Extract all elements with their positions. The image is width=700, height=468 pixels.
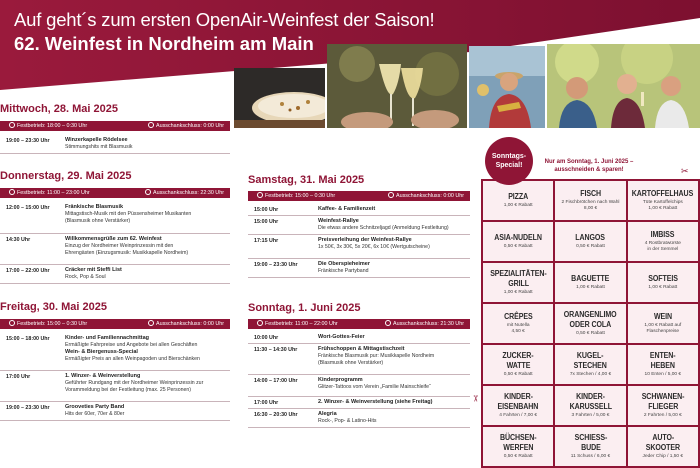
coupon-name: BAGUETTE	[571, 272, 610, 283]
event-title: Frühschoppen & Mittagstischzeit	[318, 346, 405, 352]
clock-icon	[9, 320, 15, 326]
day-friday	[0, 299, 230, 421]
coupon-cell	[483, 386, 553, 425]
opening-hours: Festbetrieb: 18:00 – 0:30 Uhr	[17, 123, 88, 129]
coupon-name: AUTO-	[651, 432, 674, 442]
coupon-offer: 3 Fahrten / 5,00 €	[571, 413, 610, 418]
opening-hours: Festbetrieb: 11:00 – 22:00 Uhr	[265, 321, 338, 327]
coupon-cell	[483, 427, 553, 466]
coupon-offer: 11 Schuss / 6,00 €	[570, 454, 611, 459]
coupon-name: LANGOS	[575, 231, 606, 242]
event-time: 15:00 Uhr	[254, 207, 279, 213]
event-desc: Vorammeldung bei der Festleitung (max. 25 Personen)	[65, 387, 192, 393]
event-desc: 1x 50€, 3x 30€, 5x 20€, 6x 10€ (Wertgutscheine)	[318, 244, 430, 250]
coupon-cell	[628, 263, 698, 302]
event-row	[248, 259, 470, 278]
coupon-name: KUGEL-	[577, 350, 604, 360]
coupon-offer: 4,50 €	[511, 329, 525, 335]
coupon-cell	[555, 181, 625, 220]
last-orders: Ausschankschluss: 0:00 Uhr	[155, 123, 224, 129]
coupon-name: FLIEGER	[647, 400, 678, 411]
coupon-cell	[555, 427, 625, 466]
event-title: Kaffee- & Familienzeit	[318, 206, 376, 212]
coupon-offer: 0,50 € Rabatt	[503, 372, 533, 377]
event-desc: Rock, Pop & Soul	[65, 274, 106, 280]
coupon-name: WERFEN	[503, 441, 534, 452]
event-row	[0, 234, 230, 265]
coupon-name: SCHIESS-	[574, 432, 607, 442]
last-orders: Ausschankschluss: 0:00 Uhr	[395, 193, 464, 199]
clock-icon	[385, 320, 391, 326]
coupon-offer: 10 Enten / 5,00 €	[644, 372, 682, 377]
opening-hours: Festbetrieb: 15:00 – 0:30 Uhr	[265, 193, 336, 199]
coupon-offer: 0,50 € Rabatt	[576, 331, 605, 336]
clock-icon	[257, 320, 263, 326]
last-orders: Ausschankschluss: 0:00 Uhr	[155, 321, 224, 327]
event-time: 15:00 – 18:00 Uhr	[6, 336, 50, 342]
day-sunday	[248, 300, 470, 428]
hours-bar	[0, 121, 230, 131]
event-title: 1. Winzer- & Weinverstellung	[65, 373, 141, 379]
event-row	[0, 402, 230, 421]
coupon-name: STECHEN	[573, 359, 608, 370]
coupon-name: ODER COLA	[569, 318, 612, 329]
event-row	[248, 204, 470, 216]
photo-musician	[469, 46, 545, 128]
event-row	[248, 375, 470, 397]
hours-bar	[0, 188, 230, 198]
coupon-offer: 1,00 € Rabatt	[648, 285, 678, 291]
coupon-name: FISCH	[580, 187, 601, 198]
coupon-name: ENTEN-	[649, 350, 676, 360]
day-saturday	[248, 172, 470, 278]
last-orders: Ausschankschluss: 22:30 Uhr	[152, 190, 224, 196]
event-title: Wort-Gottes-Feier	[318, 334, 365, 340]
coupon-name: WATTE	[506, 359, 531, 370]
coupon-offer: 0,50 € Rabatt	[503, 244, 533, 250]
event-desc: Ehrengästen (Einzugsmusik: Musikkapelle Nordheim)	[65, 250, 189, 256]
coupon-cell	[483, 222, 553, 261]
event-time: 14:00 – 17:00 Uhr	[254, 378, 298, 384]
opening-hours: Festbetrieb: 11:00 – 23:00 Uhr	[17, 190, 90, 196]
event-title: Die Oberspieheimer	[318, 261, 370, 267]
coupon-name: HEBEN	[650, 359, 675, 370]
coupon-name: KARUSSELL	[569, 400, 612, 411]
coupon-cell	[555, 263, 625, 302]
event-row	[248, 397, 470, 409]
hours-bar	[248, 319, 470, 329]
coupon-name: SOFTEIS	[648, 272, 678, 283]
coupon-cell	[628, 427, 698, 466]
clock-icon	[9, 189, 15, 195]
photo-flammkuchen	[234, 68, 325, 128]
event-desc: (Blasmusik ohne Verstärker)	[65, 218, 131, 224]
coupon-cell	[555, 304, 625, 343]
coupon-offer: 1,00 € Rabatt	[503, 203, 533, 209]
coupon-name: GRILL	[507, 277, 529, 288]
day-title: Mittwoch, 28. Mai 2025	[0, 103, 118, 115]
day-title: Samstag, 31. Mai 2025	[248, 174, 365, 186]
coupon-grid	[481, 179, 700, 468]
coupon-name: BÜCHSEN-	[499, 432, 537, 442]
photo-festival-crowd	[547, 44, 700, 128]
event-title-2: Wein- & Biergenuss-Special	[65, 349, 138, 355]
clock-icon	[148, 122, 154, 128]
clock-icon	[257, 192, 263, 198]
event-row	[248, 235, 470, 259]
coupon-name: EISENBAHN	[497, 400, 539, 411]
coupon-name: ASIA-NUDELN	[494, 231, 542, 242]
event-row	[0, 135, 230, 154]
day-title: Donnerstag, 29. Mai 2025	[0, 170, 132, 182]
coupon-name: WEIN	[653, 310, 672, 321]
coupon-name: CRÊPES	[503, 310, 533, 321]
event-desc: Einzug der Nordheimer Weinprinzessin mit den	[65, 243, 174, 249]
event-desc: Ermäßigte Fahrpreise und Angebote bei allen Geschäften	[65, 342, 198, 348]
event-desc: Fränkische Partyband	[318, 268, 369, 274]
coupon-name: SCHWANEN-	[641, 391, 685, 401]
coupon-offer: 4 Rostbratwürste	[644, 241, 681, 247]
coupon-name: PIZZA	[508, 190, 529, 201]
day-title: Sonntag, 1. Juni 2025	[248, 302, 361, 314]
coupon-name: KINDER-	[576, 391, 605, 401]
coupon-cell	[555, 222, 625, 261]
event-title: Willkommensgrüße zum 62. Weinfest	[65, 236, 162, 242]
coupon-offer: mit Nutella	[506, 323, 530, 329]
coupon-offer: 1,00 € Rabatt	[576, 285, 605, 291]
day-wednesday	[0, 101, 230, 154]
event-desc: Stimmungshits mit Blasmusik	[65, 144, 133, 150]
coupon-name: KINDER-	[503, 391, 533, 401]
coupon-cell	[483, 181, 553, 220]
note-line-1: Nur am Sonntag, 1. Juni 2025 –	[544, 159, 634, 165]
event-row	[248, 344, 470, 375]
event-desc: Die etwas andere Schnitzeljagd (Anmeldung Festleitung)	[318, 225, 449, 231]
event-row	[248, 409, 470, 428]
event-title: Kinderprogramm	[318, 377, 363, 383]
event-row	[0, 265, 230, 284]
coupon-offer: 1,00 € Rabatt	[648, 206, 678, 212]
last-orders: Ausschankschluss: 21:30 Uhr	[392, 321, 464, 327]
coupon-name: KARTOFFELHAUS	[632, 187, 694, 198]
coupon-offer: 2 Fahrten / 5,00 €	[643, 413, 682, 418]
badge-line-1: Sonntags-	[491, 153, 527, 160]
event-title: Fränkische Blasmusik	[65, 204, 124, 210]
event-title: Winzerkapelle Rödelsee	[65, 137, 128, 143]
clock-icon	[9, 122, 15, 128]
coupon-offer: 2 Fischbrötchen nach Wahl	[561, 200, 620, 206]
event-desc-2: Ermäßigter Preis an allen Weinpagoden und Bierschänken	[65, 356, 200, 362]
event-time: 19:00 – 23:30 Uhr	[254, 262, 298, 268]
event-row	[248, 332, 470, 344]
coupon-name: ORANGENLIMO	[564, 309, 617, 319]
event-time: 19:00 – 23:30 Uhr	[6, 405, 50, 411]
event-row	[0, 202, 230, 234]
coupon-name: SPEZIALITÄTEN-	[489, 268, 547, 278]
scissors-icon: ✂	[470, 394, 481, 403]
event-time: 16:30 – 20:30 Uhr	[254, 412, 298, 418]
coupon-offer: 0,50 € Rabatt	[503, 454, 533, 459]
hours-bar	[248, 191, 470, 201]
event-title: Preisverleihung der Weinfest-Rallye	[318, 237, 412, 243]
event-desc: Glitzer-Tattoos vom Verein „Familie Mainschleife“	[318, 384, 431, 390]
coupon-offer: Tüte Kartoffelchips	[642, 200, 683, 206]
event-time: 11:30 – 14:30 Uhr	[254, 347, 298, 353]
coupon-name: ZUCKER-	[502, 350, 534, 360]
event-time: 17:15 Uhr	[254, 238, 279, 244]
header-title: 62. Weinfest in Nordheim am Main	[14, 33, 314, 54]
clock-icon	[388, 192, 394, 198]
clock-icon	[145, 189, 151, 195]
event-desc: Geführter Rundgang mit der Nordheimer Weinprinzessin zur	[65, 380, 204, 386]
coupon-note	[538, 159, 640, 174]
event-time: 17:00 – 22:00 Uhr	[6, 268, 50, 274]
event-title: Weinfest-Rallye	[318, 218, 359, 224]
photo-wine-toast	[327, 44, 467, 128]
event-title: 2. Winzer- & Weinverstellung (siehe Freitag)	[318, 399, 433, 405]
event-row	[0, 333, 230, 371]
opening-hours: Festbetrieb: 15:00 – 0:30 Uhr	[17, 321, 88, 327]
event-row	[248, 216, 470, 235]
event-desc: (Blasmusik ohne Verstärker)	[318, 360, 384, 366]
sunday-special-badge	[485, 137, 533, 185]
day-title: Freitag, 30. Mai 2025	[0, 301, 107, 313]
clock-icon	[148, 320, 154, 326]
event-time: 10:00 Uhr	[254, 335, 279, 341]
scissors-icon: ✂	[681, 166, 689, 176]
coupon-offer: Flaschenpreise	[646, 329, 680, 335]
coupon-name: SKOOTER	[645, 441, 680, 452]
event-time: 19:00 – 23:30 Uhr	[6, 138, 50, 144]
header-tagline: Auf geht´s zum ersten OpenAir-Weinfest der Saison!	[14, 9, 435, 30]
coupon-cell	[628, 345, 698, 384]
coupon-offer: in der Semmel	[647, 247, 679, 253]
day-thursday	[0, 168, 230, 284]
coupon-cell	[555, 386, 625, 425]
coupon-cell	[483, 263, 553, 302]
coupon-offer: 7x Stechen / 4,00 €	[569, 372, 612, 377]
event-desc: Hits der 60er, 70er & 80er	[65, 411, 125, 417]
event-title: Grooveties Party Band	[65, 404, 125, 410]
coupon-offer: 1,00 € Rabatt	[503, 290, 533, 295]
event-title: Cräcker mit Steffi List	[65, 267, 122, 273]
coupon-cell	[628, 304, 698, 343]
event-title: Kinder- und Familiennachmittag	[65, 335, 150, 341]
hours-bar	[0, 319, 230, 329]
event-time: 12:00 – 15:00 Uhr	[6, 205, 50, 211]
coupon-offer: 1,00 € Rabatt auf	[644, 323, 682, 329]
coupon-cell	[483, 345, 553, 384]
coupon-cell	[628, 386, 698, 425]
event-row	[0, 371, 230, 402]
coupon-cell	[483, 304, 553, 343]
coupon-offer: 0,50 € Rabatt	[576, 244, 605, 250]
coupon-cell	[628, 181, 698, 220]
coupon-name: IMBISS	[650, 228, 675, 239]
coupon-name: BUDE	[580, 441, 601, 452]
coupon-cell	[555, 345, 625, 384]
event-time: 17:00 Uhr	[254, 400, 279, 406]
event-time: 15:00 Uhr	[254, 219, 279, 225]
event-time: 14:30 Uhr	[6, 237, 31, 243]
event-time: 17:00 Uhr	[6, 374, 31, 380]
event-desc: Mittagstisch-Musik mit den Püssensheimer Musikanten	[65, 211, 192, 217]
note-line-2: ausschneiden & sparen!	[554, 166, 624, 173]
event-desc: Fränkische Blasmusik pur: Musikkapelle Nordheim	[318, 353, 435, 359]
coupon-offer: 4 Fahrten / 7,00 €	[499, 413, 538, 418]
coupon-offer: Jeder Chip / 1,50 €	[642, 454, 684, 459]
event-title: Alegria	[318, 411, 337, 417]
coupon-cell	[628, 222, 698, 261]
badge-line-2: Special!	[495, 162, 523, 169]
event-desc: Rock-, Pop- & Latino-Hits	[318, 418, 377, 424]
coupon-offer: 8,00 €	[583, 206, 598, 212]
